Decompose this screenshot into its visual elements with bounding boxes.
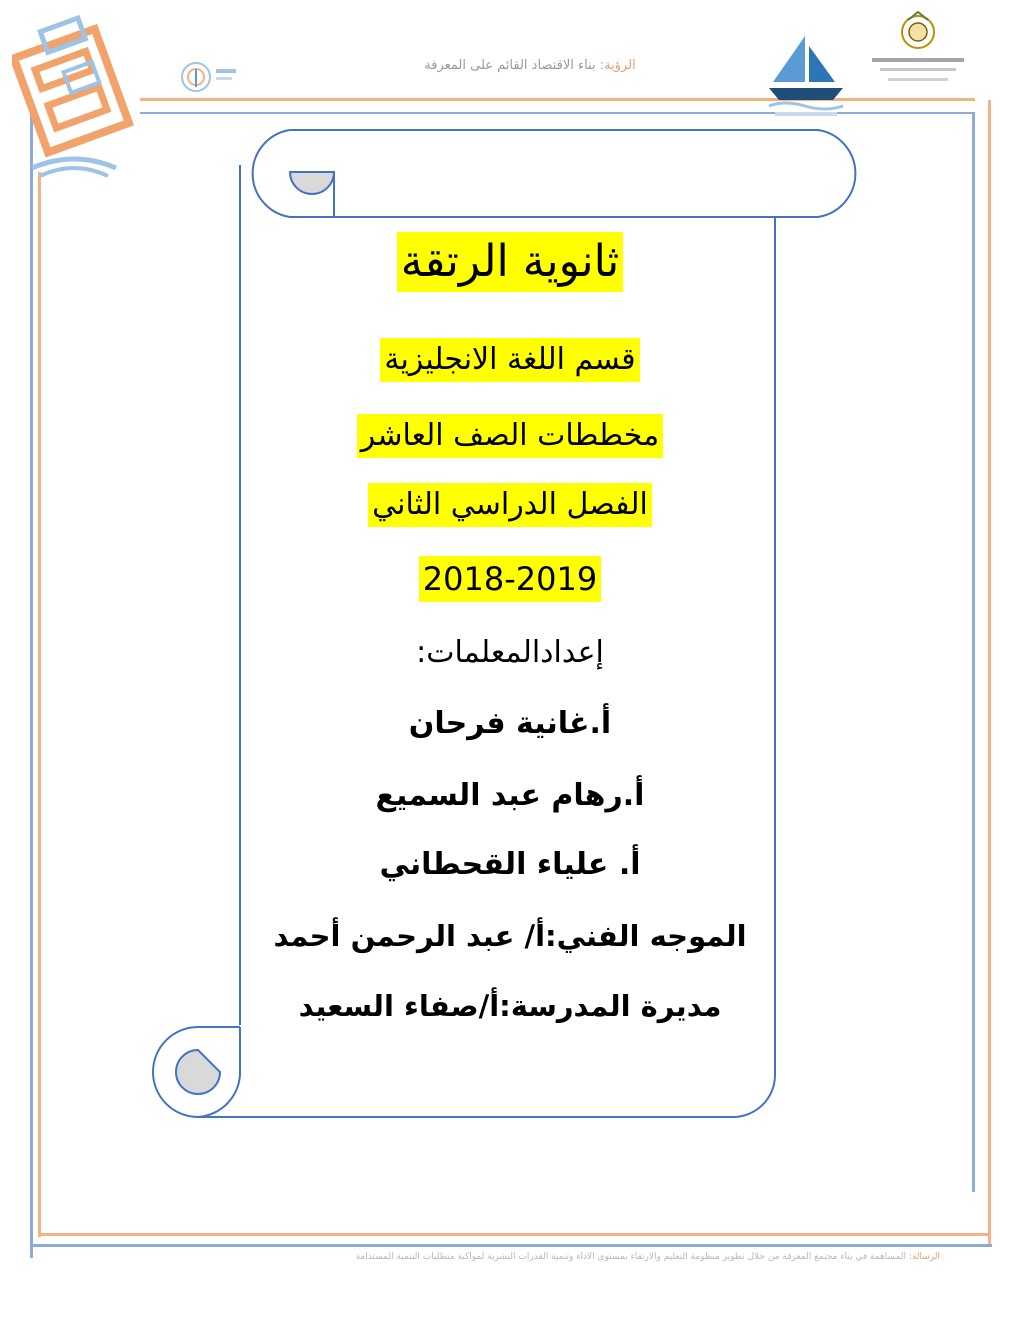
department-line: قسم اللغة الانجليزية: [240, 338, 780, 382]
tagline-text: بناء الاقتصاد القائم على المعرفة: [424, 58, 596, 73]
plans-line: مخططات الصف العاشر: [240, 414, 780, 458]
footer-mission: [60, 1252, 940, 1262]
year-line: 2018-2019: [240, 556, 780, 602]
prepared-by-label: إعدادالمعلمات:: [416, 635, 604, 670]
teacher-name: أ.رهام عبد السميع: [375, 778, 645, 813]
school-name: ثانوية الرتقة: [240, 232, 780, 292]
footer-accent: الرسالة:: [908, 1252, 940, 1262]
footer-text: المساهمة في بناء مجتمع المعرفة من خلال تطوير منظومة التعليم والارتقاء بمستوى الأداء وتنمية القدرات البشرية لمواكبة متطلبات التنمية المستدامة: [355, 1252, 907, 1262]
principal-line: مديرة المدرسة:أ/صفاء السعيد: [298, 989, 722, 1023]
supervisor-line: الموجه الفني:أ/ عبد الرحمن أحمد: [273, 919, 747, 953]
teacher-name: أ. علياء القحطاني: [379, 847, 641, 882]
tagline-accent: الرؤية:: [599, 58, 636, 73]
teacher-name: أ.غانية فرحان: [408, 706, 612, 741]
semester-line: الفصل الدراسي الثاني: [240, 483, 780, 527]
